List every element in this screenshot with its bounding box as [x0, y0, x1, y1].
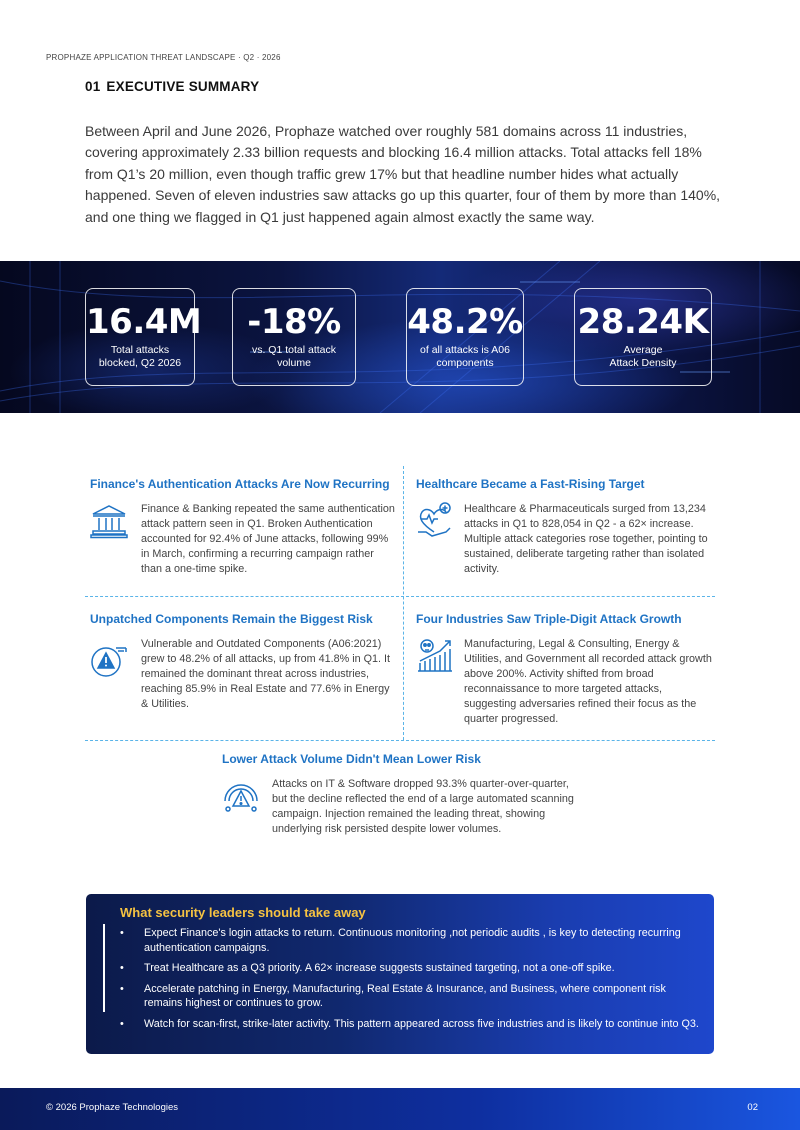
bullet-glyph: •: [120, 1017, 124, 1030]
stat-label: Average Attack Density: [609, 344, 677, 369]
finding-finance: [90, 477, 400, 587]
finding-body: Manufacturing, Legal & Consulting, Energy & Utilities, and Government all recorded attack growth above 200%. Activity shifted from broad reconnaissance to more targeted attacks, suggesting adversaries refined their focus as the quarter progressed.: [464, 638, 712, 725]
bullet-glyph: •: [120, 927, 124, 939]
stats-banner: [0, 261, 800, 413]
findings-row-divider: [85, 596, 715, 597]
finding-title: Finance's Authentication Attacks Are Now Recurring: [90, 477, 390, 491]
takeaway-list: [120, 926, 700, 1037]
stat-value: 16.4M: [86, 302, 202, 342]
findings-vertical-divider: [403, 466, 404, 740]
gauge-alert-icon: [222, 777, 260, 815]
stat-value: -18%: [247, 302, 341, 342]
finding-body: Vulnerable and Outdated Components (A06:2021) grew to 48.2% of all attacks, up from 41.8% in Q1. It remained the dominant threat across industries, reaching 85.9% in Real Estate and 77.6% in Energy & Utilities.: [141, 638, 391, 710]
healthcare-icon: [416, 502, 454, 540]
section-title: [85, 79, 259, 94]
stat-card-density: [574, 288, 712, 386]
takeaway-item: • Treat Healthcare as a Q3 priority. A 62× increase suggests sustained targeting, not a one-off spike.: [120, 962, 615, 974]
stat-value: 28.24K: [577, 302, 709, 342]
finding-title: Healthcare Became a Fast-Rising Target: [416, 477, 645, 491]
bullet-glyph: •: [120, 982, 124, 995]
finding-healthcare: [416, 477, 716, 587]
bullet-glyph: •: [120, 962, 124, 974]
finding-body: Finance & Banking repeated the same authentication attack pattern seen in Q1. Broken Authentication accounted for 92.4% of June attacks, following 99% in March, confirming a recurring campaign rather than a one-time spike.: [141, 503, 395, 575]
takeaway-box: [86, 894, 714, 1054]
stat-label: vs. Q1 total attack volume: [251, 344, 337, 369]
page-footer: [0, 1088, 800, 1130]
takeaway-item: • Watch for scan-first, strike-later activity. This pattern appeared across five industries and is likely to continue into Q3.: [120, 1017, 699, 1030]
findings-row-divider: [85, 740, 715, 741]
stat-card-change: [232, 288, 356, 386]
stat-label: Total attacks blocked, Q2 2026: [98, 344, 182, 369]
stat-card-a06-share: [406, 288, 524, 386]
footer-copyright: © 2026 Prophaze Technologies: [46, 1102, 179, 1113]
growth-chart-icon: [416, 637, 454, 675]
running-header: PROPHAZE APPLICATION THREAT LANDSCAPE · Q2 · 2026: [46, 53, 281, 62]
bank-icon: [90, 502, 128, 540]
page-number: 02: [747, 1102, 758, 1113]
finding-title: Unpatched Components Remain the Biggest Risk: [90, 612, 373, 626]
takeaway-accent-bar: [103, 924, 105, 1012]
finding-growth: [416, 612, 716, 727]
finding-body: Healthcare & Pharmaceuticals surged from 13,234 attacks in Q1 to 828,054 in Q2 - a 62× increase. Multiple attack categories rose together, pointing to sustained, deliberate targeting rather than isolated activity.: [464, 503, 708, 575]
intro-paragraph: Between April and June 2026, Prophaze watched over roughly 581 domains across 11 industries, covering approximately 2.33 billion requests and blocking 16.4 million attacks. Total attacks fell 18% from Q1’s 20 million, even though traffic grew 17% but that headline number hides what actually happened. Seven of eleven industries saw attacks go up this quarter, four of them by more than 140%, and one thing we flagged in Q1 just happened again almost exactly the same way.: [85, 123, 721, 225]
takeaway-item: • Expect Finance's login attacks to return. Continuous monitoring ,not periodic audits , is key to detecting recurring authentication campaigns.: [120, 927, 681, 954]
stat-card-total-attacks: [85, 288, 202, 386]
stat-label: of all attacks is A06 components: [420, 344, 510, 369]
warning-icon: [90, 642, 128, 680]
takeaway-title: What security leaders should take away: [120, 905, 366, 920]
finding-title: Lower Attack Volume Didn't Mean Lower Risk: [222, 752, 481, 766]
section-heading: EXECUTIVE SUMMARY: [106, 79, 260, 94]
finding-lower-volume: [222, 752, 582, 852]
finding-components: [90, 612, 400, 727]
takeaway-item: • Accelerate patching in Energy, Manufacturing, Real Estate & Insurance, and Business, where component risk remains highest or continues to grow.: [120, 982, 666, 1009]
finding-title: Four Industries Saw Triple-Digit Attack Growth: [416, 612, 682, 626]
finding-body: Attacks on IT & Software dropped 93.3% quarter-over-quarter, but the decline reflected the end of a large automated scanning campaign. Injection remained the leading threat, showing underlying risk persisted despite lower volumes.: [272, 778, 574, 835]
section-number: 01: [85, 79, 101, 94]
stat-value: 48.2%: [407, 302, 523, 342]
